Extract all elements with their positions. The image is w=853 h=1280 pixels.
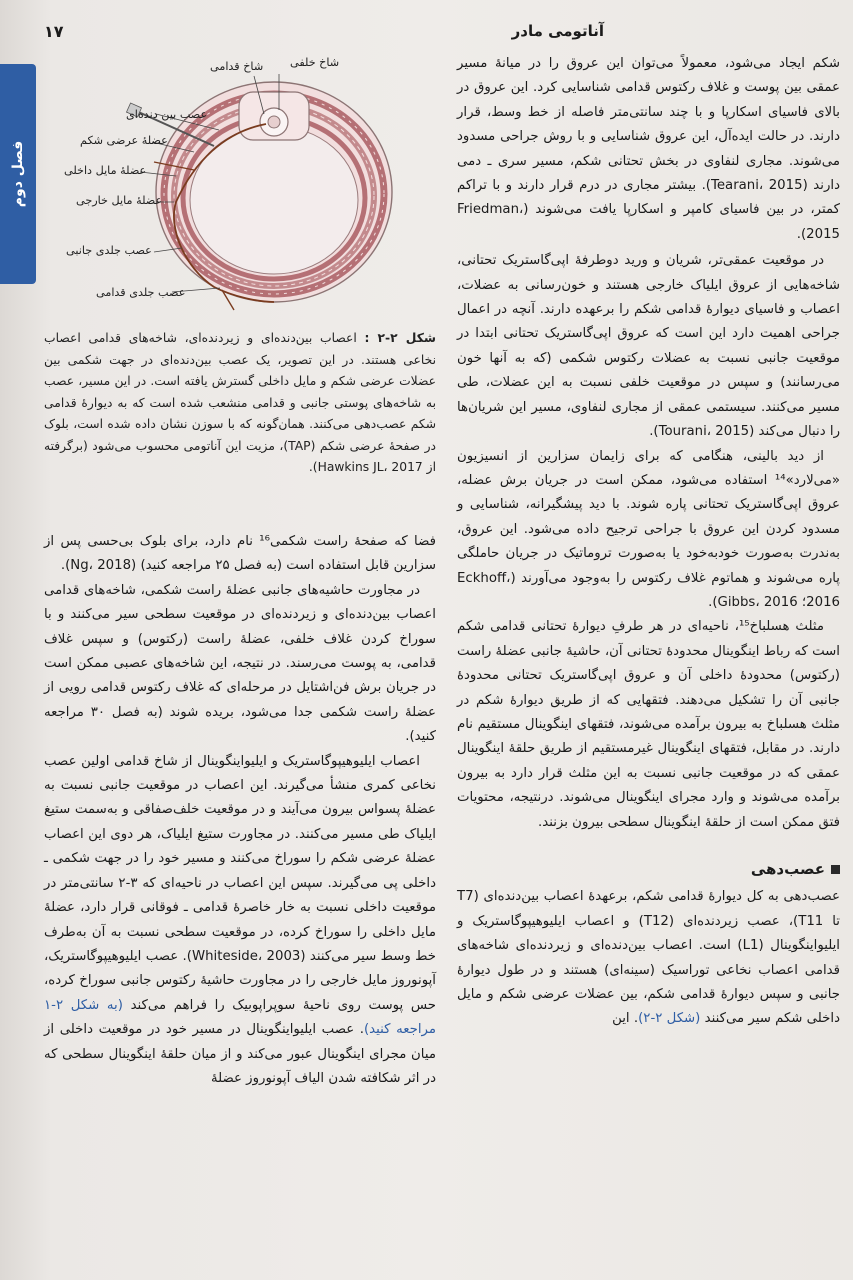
section-title: عصب‌دهی (750, 860, 825, 878)
paragraph-text: . این (612, 1011, 639, 1027)
caption-text: اعصاب بین‌دنده‌ای و زیردنده‌ای، شاخه‌های قدامی اعصاب نخاعی هستند. در این تصویر، یک عصب بین‌دنده‌ای در جهت شکمی بین عضلات عرضی شکم و مایل داخلی گسترش یافته است. در این مسیر، عصب به شاخه‌های پوستی جانبی و قدامی منشعب شده است که به دیوارهٔ قدامی شکم عصب‌دهی می‌کنند. همان‌گونه که با سوزن نشان داده شده است، بلوک در صفحهٔ عرضی شکم (TAP)، مزیت این آناتومی محسوب می‌شود (برگرفته از Hawkins JL، 2017). (44, 331, 436, 474)
bullet-square-icon (831, 865, 840, 874)
label-posterior-branch: شاخ خلفی (290, 56, 340, 69)
paragraph-text: . عصب ایلیواینگوینال در مسیر خود در موقعیت داخلی از میان مجرای اینگوینال عبور می‌کند و از میان حلقهٔ اینگوینال سطحی که در اثر شکافته شدن الیاف آپونوروز عضلهٔ (44, 1022, 436, 1086)
page-number: ۱۷ (44, 22, 64, 41)
label-transversus-abdominis: عضلهٔ عرضی شکم (80, 134, 168, 147)
label-internal-oblique: عضلهٔ مایل داخلی (64, 164, 147, 177)
chapter-tab-label: فصل دوم (10, 140, 26, 208)
paragraph: فضا که صفحهٔ راست شکمی¹⁶ نام دارد، برای بلوک بی‌حسی پس از سزارین قابل استفاده است (به فصل ۲۵ مراجعه کنید) (Ng، 2018). (44, 534, 436, 574)
label-intercostal-nerve: عصب بین دنده‌ای (126, 108, 208, 121)
label-external-oblique: عضلهٔ مایل خارجی (76, 194, 163, 207)
paragraph (457, 885, 840, 1031)
paragraph-text: عصب‌دهی به کل دیوارهٔ قدامی شکم، برعهدهٔ اعصاب بین‌دنده‌ای (T7 تا T11)، عصب زیردنده‌ای (T12) و اعصاب ایلیوهیپوگاستریک و ایلیواینگوینال (L1) است. اعصاب بین‌دنده‌ای و زیردنده‌ای شاخه‌های قدامی اعصاب نخاعی توراسیک (سینه‌ای) هستند و در طول دیوارهٔ جانبی و سپس دیوارهٔ قدامی شکم، بین عضلات عرضی شکم و مایل داخلی شکم سیر می‌کنند (457, 889, 841, 1027)
paragraph (44, 750, 436, 1092)
right-column (457, 52, 840, 1032)
figure-reference-link[interactable]: (به شکل ۲-۱ مراجعه کنید) (44, 997, 437, 1038)
paragraph: شکم ایجاد می‌شود، معمولاً می‌توان این عروق را در میانهٔ مسیر عمقی بین پوست و غلاف رکتوس قدامی شناسایی کرد. این عروق در بالای فاسیای اسکارپا و با چند سانتی‌متر فاصله از خط وسط، قرار دارند. در حالت ایده‌آل، این عروق شناسایی و با روش جراحی مسدود می‌شوند. مجاری لنفاوی در بخش تحتانی شکم، مسیر سری ـ دمی دارند (Tearani، 2015). بیشتر مجاری در درم قرار دارند و با تراکم کمتر، در بین فاسیای کامپر و اسکارپا یافت می‌شوند (Friedman، 2015). (457, 56, 840, 242)
paragraph: از دید بالینی، هنگامی که برای زایمان سزارین از انسیزیون «می‌لارد»¹⁴ استفاده می‌شود، ممکن است در جریان برش عضله، عروق اپی‌گاستریک تحتانی پاره شوند. با دید پیشگیرانه، شناسایی و مسدود کردن این عروق با جراحی ترجیح داده می‌شود. این عروق، به‌ندرت به‌صورت خودبه‌خود یا به‌صورت تروماتیک در جریان حاملگی پاره می‌شوند و هماتوم غلاف رکتوس را به‌وجود می‌آورند (Eckhoff، 2016؛ Gibbs، 2016). (457, 448, 840, 610)
abdominal-wall-illustration (44, 52, 436, 314)
caption-label: شکل ۲-۲ : (364, 331, 436, 345)
page-header (44, 22, 604, 46)
figure-reference-link[interactable]: (شکل ۲-۲) (638, 1011, 701, 1027)
chapter-tab (0, 64, 36, 284)
label-anterior-cutaneous: عصب جلدی قدامی (96, 286, 186, 299)
paragraph: مثلث هسلباخ¹⁵، ناحیه‌ای در هر طرفِ دیوارهٔ تحتانی قدامی شکم است که رباط اینگوینال محدودهٔ تحتانی آن، حاشیهٔ جانبی عضلهٔ راست (رکتوس) محدودهٔ داخلی آن و عروق اپی‌گاستریک تحتانی محدودهٔ جانبی آن را تشکیل می‌دهند. فتقهایی که از طریق دیوارهٔ شکم در مثلث هسلباخ به بیرون برآمده می‌شوند، فتقهای اینگوینال مستقیم نام دارند. در مقابل، فتقهای اینگوینال غیرمستقیم از طریق حلقهٔ اینگوینال عمقی که در موقعیت جانبی نسبت به این مثلث قرار دارد به بیرون برآمده می‌شوند و وارد مجرای اینگوینال می‌شوند. درنتیجه، محتویات فتق ممکن است از حلقهٔ اینگوینال سطحی بیرون بزنند. (457, 619, 840, 830)
paragraph: در موقعیت عمقی‌تر، شریان و ورید دوطرفهٔ اپی‌گاستریک تحتانی، شاخه‌هایی از عروق ایلیاک خارجی هستند و خون‌رسانی به عضلات، اعصاب و فاسیای دیوارهٔ قدامی شکم را برعهده دارند. آنچه در اعمال جراحی اهمیت دارد این است که عروق اپی‌گاستریک تحتانی ابتدا در موقعیت جانبی نسبت به عضلات رکتوس شکمی (که به آنها خون می‌رسانند) و سپس در موقعیت خلفی نسبت به این عضلات، طی مسیر می‌کنند. سیستمی عمقی از مجاری لنفاوی، مسیر این شریان‌ها را دنبال می‌کند (Tourani، 2015). (457, 253, 840, 440)
paragraph-text: اعصاب ایلیوهیپوگاستریک و ایلیواینگوینال از شاخ قدامی اولین عصب نخاعی کمری منشأ می‌گیرند. این اعصاب در موقعیت جانبی نسبت به عضلهٔ پسواس بیرون می‌آیند و در موقعیت خلف‌صفاقی و به‌سمت ستیغ ایلیاک طی مسیر می‌کنند. در مجاورت ستیغ ایلیاک، هر دوی این اعصاب عضلهٔ عرضی شکم را سوراخ می‌کنند و مسیر خود را در جهت شکمی ـ داخلی پی می‌گیرند. سپس این اعصاب در ناحیه‌ای که ۳-۲ سانتی‌متر در موقعیت داخلی نسبت به خار خاصرهٔ قدامی ـ فوقانی قرار دارد، عضلهٔ مایل داخلی را سوراخ کرده، در موقعیت سطحی نسبت به آن به‌طرف خط وسط سیر می‌کنند (Whiteside، 2003). عصب ایلیوهیپوگاستریک، آپونوروز مایل خارجی را در مجاورت حاشیهٔ رکتوس جانبی سوراخ کرده، حس پوست روی ناحیهٔ سوپراپوبیک را فراهم می‌کند (44, 753, 436, 1013)
running-title: آناتومی مادر (511, 22, 604, 40)
figure-abdominal-nerves (44, 52, 436, 314)
section-heading (457, 857, 840, 881)
left-column (44, 530, 436, 1091)
label-lateral-cutaneous: عصب جلدی جانبی (66, 244, 152, 257)
paragraph: در مجاورت حاشیه‌های جانبی عضلهٔ راست شکمی، شاخه‌های قدامی اعصاب بین‌دنده‌ای و زیردنده‌ای در موقعیت سطحی سیر می‌کنند و با سوراخ کردن غلاف خلفی، عضلهٔ راست (رکتوس) و سپس غلاف قدامی، به پوست می‌رسند. در نتیجه، این شاخه‌های عصبی ممکن است در جریان برش فن‌اشتایل در مرحله‌ای که غلاف رکتوس قدامی رویی از عضلهٔ راست شکمی جدا می‌شود، بریده شوند (به فصل ۳۰ مراجعه کنید). (44, 582, 436, 745)
figure-caption (44, 328, 436, 479)
label-anterior-branch: شاخ قدامی (210, 60, 264, 73)
